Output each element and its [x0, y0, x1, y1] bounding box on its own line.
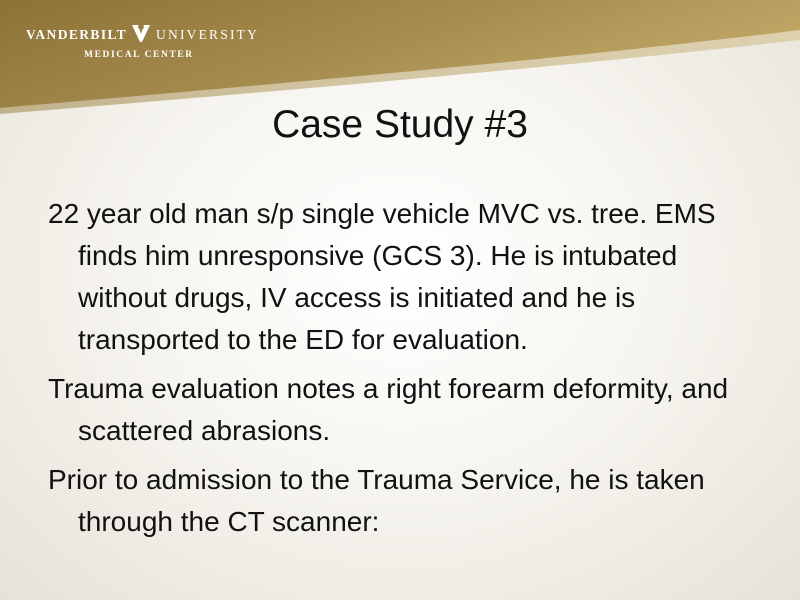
logo-subtitle: MEDICAL CENTER: [84, 50, 194, 60]
oak-leaf-v-icon: [130, 22, 152, 44]
bullet-item: Trauma evaluation notes a right forearm deformity, and scattered abrasions.: [48, 373, 729, 446]
bullet-item: 22 year old man s/p single vehicle MVC vs. tree. EMS finds him unresponsive (GCS 3). He is intubated without drugs, IV access is initiated and he is transported to the ED for evaluation.: [48, 198, 716, 355]
slide-title: Case Study #3: [272, 103, 528, 146]
logo-text-university: UNIVERSITY: [156, 27, 260, 42]
logo-wordmark: [26, 22, 259, 44]
logo-text-vanderbilt: VANDERBILT: [26, 27, 128, 42]
bullet-list: [48, 193, 758, 550]
bullet-item: Prior to admission to the Trauma Service, he is taken through the CT scanner:: [48, 464, 705, 537]
vanderbilt-logo: [26, 14, 266, 64]
